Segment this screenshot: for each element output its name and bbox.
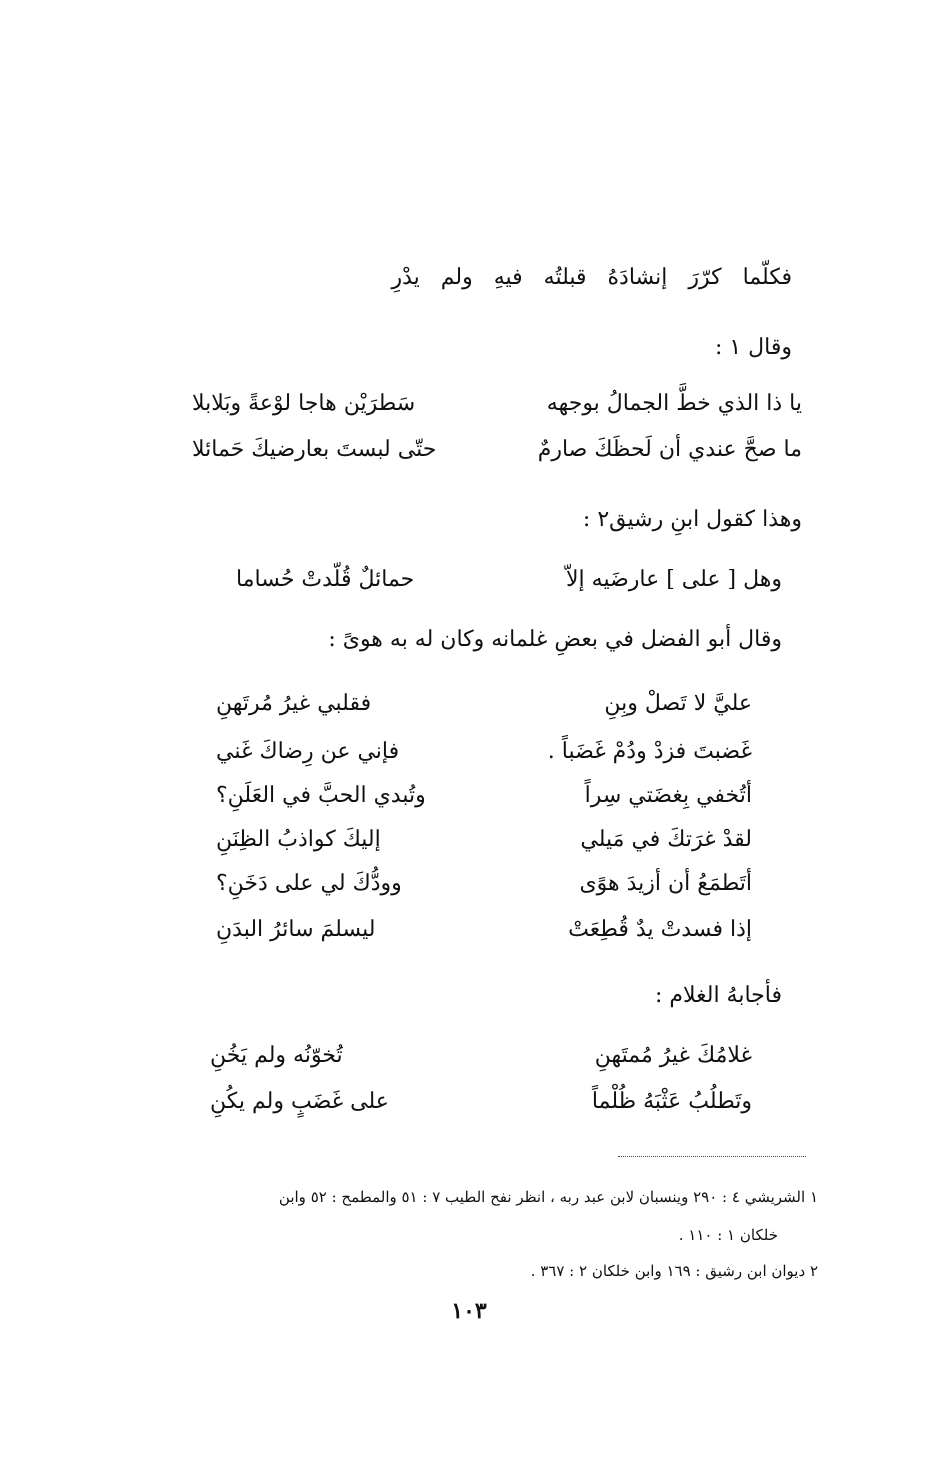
poem-hemistich-left: على غَضَبٍ ولم يكُنِ xyxy=(210,1089,389,1114)
intro-line: وقال أبو الفضل في بعضِ غلمانه وكان له به هوىً : xyxy=(328,627,782,652)
poem-hemistich-left: تُخوّنُه ولم يَخُنِ xyxy=(210,1043,343,1068)
poem-hemistich-left: فقلبي غيرُ مُرتَهنِ xyxy=(216,691,372,716)
poem-hemistich-left: وتُبدي الحبَّ في العَلَنِ؟ xyxy=(216,783,426,808)
poem-hemistich-left: وودُّكَ لي على دَخَنِ؟ xyxy=(216,871,402,896)
poem-hemistich-left: فإني عن رِضاكَ غَني xyxy=(216,739,400,764)
poem-hemistich-left: ليسلمَ سائرُ البدَنِ xyxy=(216,917,376,942)
footnote-2: ٢ ديوان ابن رشيق : ١٦٩ وابن خلكان ٢ : ٣٦٧ . xyxy=(530,1262,818,1280)
poem-hemistich-right: غلامُكَ غيرُ مُمتَهنِ xyxy=(594,1043,752,1068)
prose-line: فكلّما كرّرَ إنشادَهُ قبلتُه فيهِ ولم يدْرِ xyxy=(391,265,792,290)
poem-hemistich-right: غَضبتَ فزدْ ودُمْ غَضَباً . xyxy=(547,739,752,764)
verse-hemistich-right: وهل [ على ] عارضَيه إلاّ xyxy=(566,567,782,592)
footnote-1-continued: خلكان ١ : ١١٠ . xyxy=(678,1226,778,1244)
poem-hemistich-right: أتَطمَعُ أن أزيدَ هوًى xyxy=(579,871,752,896)
intro-line: وهذا كقول ابنِ رشيق٢ : xyxy=(582,507,802,532)
verse-hemistich-left: حمائلٌ قُلّدتْ حُساما xyxy=(236,567,415,592)
footnote-separator xyxy=(618,1156,806,1157)
page-number: ١٠٣ xyxy=(451,1298,487,1324)
intro-line: فأجابهُ الغلام : xyxy=(654,983,782,1008)
poem-hemistich-right: أتُخفي بِغضَتي سِراً xyxy=(584,783,752,808)
poem-hemistich-left: إليكَ كواذبُ الظِنَنِ xyxy=(216,827,381,852)
verse-hemistich-right: يا ذا الذي خطَّ الجمالُ بوجهه xyxy=(546,391,802,416)
poem-hemistich-right: وتَطلُبُ عَثْبَهُ ظُلْماً xyxy=(591,1089,752,1114)
verse-hemistich-left: سَطرَيْن هاجا لوْعةً وبَلابلا xyxy=(192,391,416,416)
intro-line: وقال ١ : xyxy=(714,335,792,360)
poem-hemistich-right: إذا فسدتْ يدٌ قُطِعَتْ xyxy=(568,917,752,942)
poem-hemistich-right: لقدْ غرَتكَ في مَيلي xyxy=(580,827,752,852)
poem-hemistich-right: عليَّ لا تَصلْ وبِنِ xyxy=(604,691,752,716)
verse-hemistich-left: حتّى لبستَ بعارضيكَ حَمائلا xyxy=(192,437,437,462)
verse-hemistich-right: ما صحَّ عندي أن لَحظَكَ صارمٌ xyxy=(537,437,802,462)
footnote-1: ١ الشريشي ٤ : ٢٩٠ وينسبان لابن عبد ربه ، انظر نفح الطيب ٧ : ٥١ والمطمح : ٥٢ وابن xyxy=(278,1188,818,1206)
